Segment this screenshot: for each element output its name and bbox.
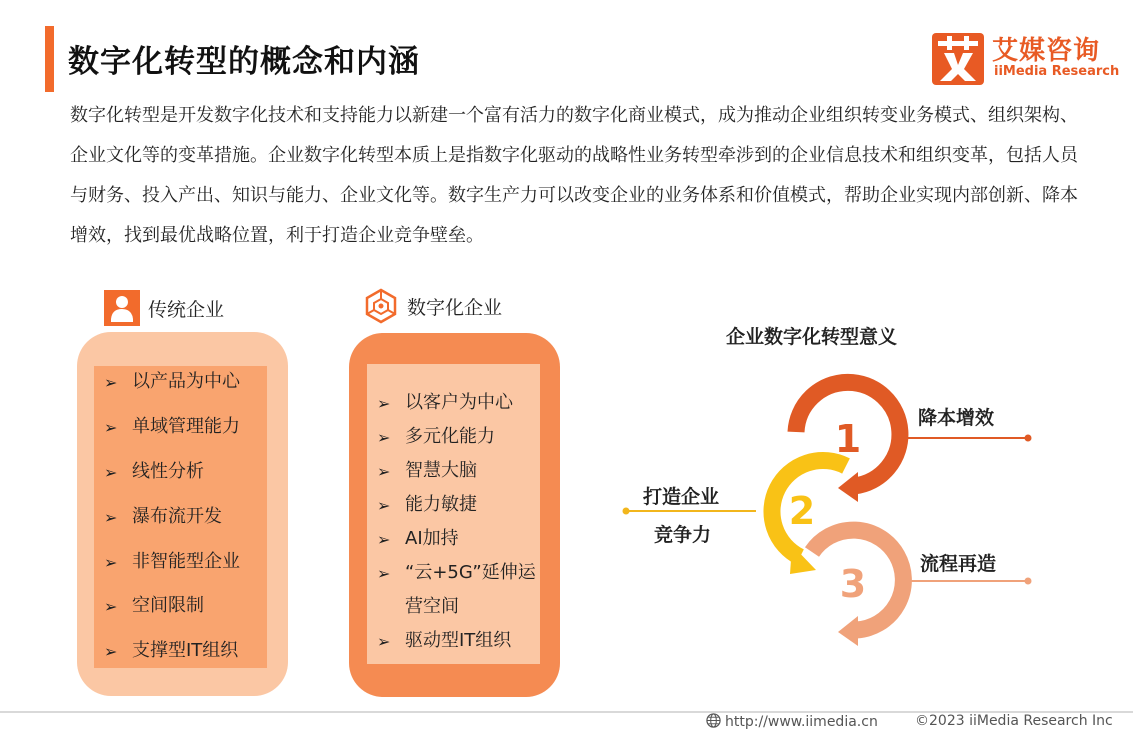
traditional-label: 传统企业 xyxy=(148,298,225,321)
ring-1-arrowhead xyxy=(838,472,858,502)
bullet-arrow-icon: ➢ xyxy=(377,462,391,481)
bullet-arrow-icon: ➢ xyxy=(104,417,118,437)
bullet-arrow-icon: ➢ xyxy=(377,428,391,447)
connector-dot-2 xyxy=(623,508,630,515)
bullet-arrow-icon: ➢ xyxy=(377,564,391,583)
list-item-label: 非智能型企业 xyxy=(132,550,240,572)
list-item-label: 支撑型IT组织 xyxy=(132,640,239,662)
bullet-arrow-icon: ➢ xyxy=(377,530,391,549)
list-item-label: 多元化能力 xyxy=(405,426,495,447)
bullet-arrow-icon: ➢ xyxy=(104,507,118,527)
list-item-label: 以客户为中心 xyxy=(405,392,513,413)
bullet-arrow-icon: ➢ xyxy=(377,496,391,515)
list-item-label: 能力敏捷 xyxy=(405,494,477,515)
ring-1-number: 1 xyxy=(834,417,862,461)
intro-paragraph: 数字化转型是开发数字化技术和支持能力以新建一个富有活力的数字化商业模式，成为推动企业组织转变业务模式、组织架构、企业文化等的变革措施。企业数字化转型本质上是指数字化驱动的战略性业务转型牵涉到的企业信息技术和组织变革，包括人员与财务、投入产出、知识与能力、企业文化等。数字生产力可以改变企业的业务体系和价值模式，帮助企业实现内部创新、降本增效，找到最优战略位置，利于打造企业竞争壁垒。 xyxy=(70,105,1078,246)
footer-copyright: ©2023 iiMedia Research Inc xyxy=(915,713,1113,729)
list-item-label: 智慧大脑 xyxy=(405,460,477,481)
bullet-arrow-icon: ➢ xyxy=(104,642,118,662)
list-item-label: 空间限制 xyxy=(132,595,204,617)
list-item-label: AI加持 xyxy=(405,528,459,549)
bullet-arrow-icon: ➢ xyxy=(104,462,118,482)
bullet-arrow-icon: ➢ xyxy=(377,632,391,651)
bullet-arrow-icon: ➢ xyxy=(104,597,118,617)
digital-label: 数字化企业 xyxy=(407,296,503,319)
bullet-arrow-icon: ➢ xyxy=(377,394,391,413)
meaning-title: 企业数字化转型意义 xyxy=(726,326,898,348)
list-item-label: 单域管理能力 xyxy=(132,415,240,437)
ring-1-label: 降本增效 xyxy=(918,407,995,429)
bullet-arrow-icon: ➢ xyxy=(104,552,118,572)
globe-icon xyxy=(706,713,721,732)
ring-3-label: 流程再造 xyxy=(920,553,997,575)
ring-2-label-line1: 打造企业 xyxy=(643,486,720,508)
list-item-label: 线性分析 xyxy=(132,460,204,482)
footer-url-text: http://www.iimedia.cn xyxy=(725,714,878,730)
ring-3-arrowhead xyxy=(838,616,858,646)
ring-2-number: 2 xyxy=(788,489,816,533)
list-item-label: 瀑布流开发 xyxy=(132,505,222,527)
footer-url[interactable] xyxy=(706,713,878,732)
ring-2-label-line2: 竞争力 xyxy=(654,524,712,546)
logo-english-name: iiMedia Research xyxy=(994,64,1120,79)
logo-chinese-name: 艾媒咨询 xyxy=(992,36,1101,66)
list-item-label: “云+5G”延伸运营空间 xyxy=(405,562,536,617)
list-item-label: 以产品为中心 xyxy=(132,371,240,392)
connector-dot-3 xyxy=(1025,578,1032,585)
list-item-label: 驱动型IT组织 xyxy=(405,630,512,651)
ring-3-number: 3 xyxy=(839,562,867,606)
bullet-arrow-icon: ➢ xyxy=(104,373,118,392)
connector-dot-1 xyxy=(1025,435,1032,442)
page-title: 数字化转型的概念和内涵 xyxy=(68,44,420,80)
